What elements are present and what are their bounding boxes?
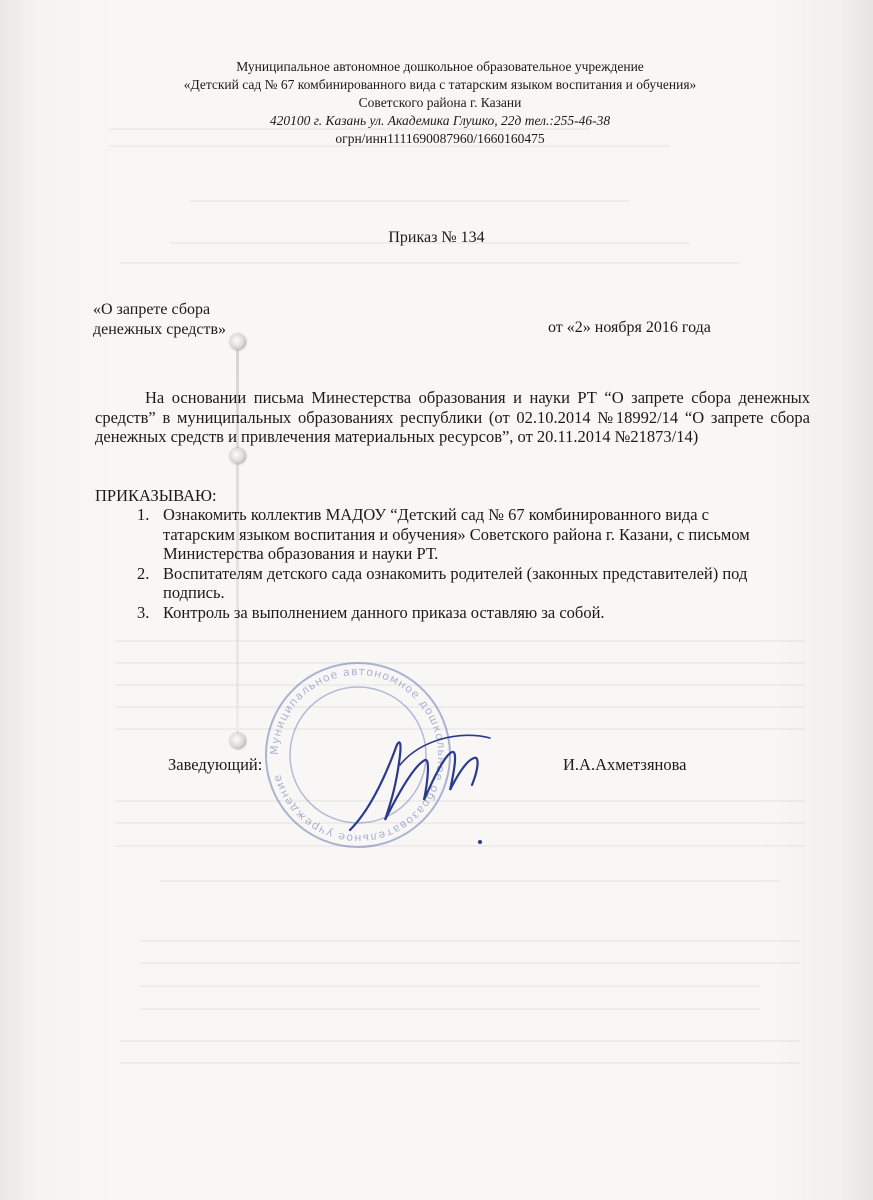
stamp-text: Муниципальное автономное дошкольное образовательное учреждение	[267, 664, 449, 846]
header-address: 420100 г. Казань ул. Академика Глушко, 22д тел.:255-46-38	[269, 113, 611, 128]
header-org-name: «Детский сад № 67 комбинированного вида с татарским языком воспитания и обучения»	[183, 77, 697, 92]
list-item	[137, 603, 777, 623]
order-basis-paragraph: На основании письма Минестерства образования и науки РТ “О запрете сбора денежных средств” в муниципальных образованиях республики (от 02.10.2014 №18992/14 “О запрете сбора денежных средств и привлечения материальных ресурсов”, от 20.11.2014 №21873/14)	[95, 388, 810, 446]
binding-hole	[230, 334, 246, 350]
order-items-list	[137, 505, 777, 622]
order-date: от «2» ноября 2016 года	[548, 319, 711, 336]
list-item-text: Ознакомить коллектив МАДОУ “Детский сад № 67 комбинированного вида с татарским языком воспитания и обучения» Советского района г. Казани, с письмом Министерства образования и науки РТ.	[163, 505, 750, 563]
signature-name: И.А.Ахметзянова	[563, 755, 687, 774]
list-item-text: Воспитателям детского сада ознакомить родителей (законных представителей) под подпись.	[163, 563, 748, 602]
binding-hole	[230, 448, 246, 464]
order-directive: ПРИКАЗЫВАЮ:	[95, 486, 217, 505]
order-subject-line2: денежных средств»	[93, 321, 227, 338]
signature-role: Заведующий:	[168, 755, 263, 774]
order-subject	[93, 300, 226, 340]
order-title: Приказ № 134	[388, 229, 485, 246]
header-district: Советского района г. Казани	[358, 95, 522, 110]
organization-header	[100, 58, 780, 148]
header-org-type: Муниципальное автономное дошкольное образовательное учреждение	[236, 59, 644, 74]
list-item-number: 1.	[137, 505, 150, 524]
list-item	[137, 564, 777, 603]
list-item	[137, 505, 777, 564]
order-subject-line1: «О запрете сбора	[93, 301, 211, 318]
list-item-number: 2.	[137, 563, 150, 583]
header-registration: огрн/инн1111690087960/1660160475	[335, 131, 545, 146]
list-item-number: 3.	[137, 602, 150, 622]
handwritten-signature	[340, 710, 500, 850]
list-item-text: Контроль за выполнением данного приказа оставляю за собой.	[163, 602, 605, 622]
binding-hole	[230, 733, 246, 749]
